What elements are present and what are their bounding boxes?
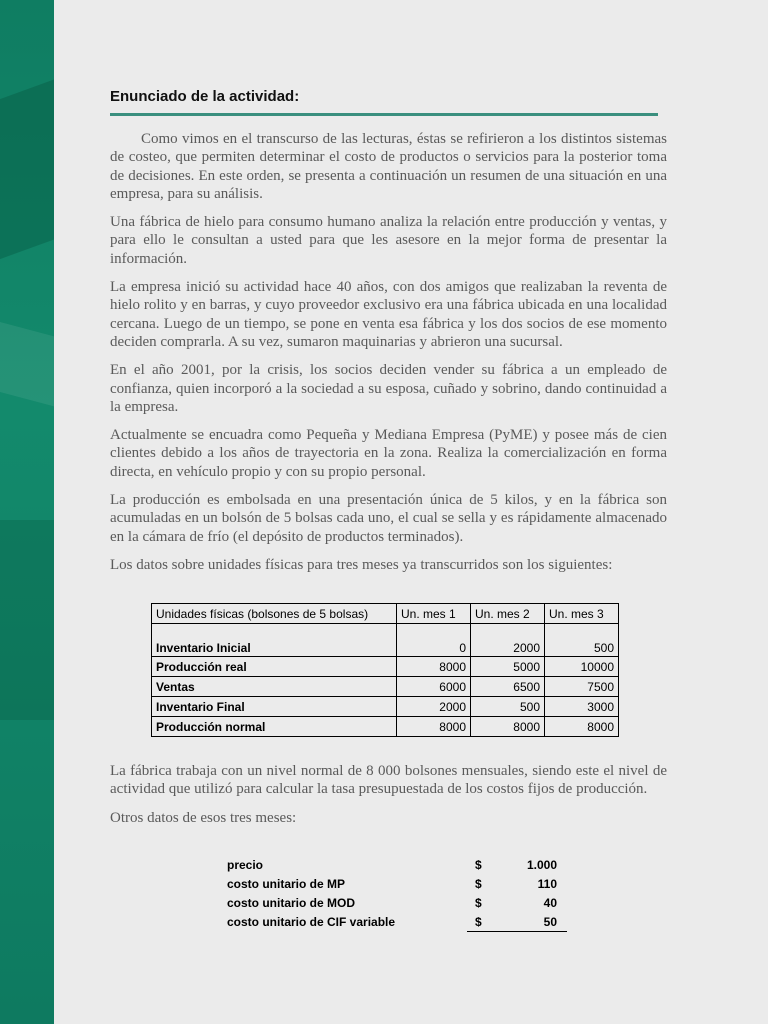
table-row	[152, 624, 619, 657]
cost-value: 1.000	[526, 857, 557, 872]
table-row	[152, 677, 619, 697]
cost-label: costo unitario de CIF variable	[227, 914, 396, 929]
column-header: Unidades físicas (bolsones de 5 bolsas)	[152, 604, 397, 624]
table-row	[152, 717, 619, 737]
table-cell: 3000	[545, 697, 619, 717]
table-cell: 8000	[545, 717, 619, 737]
table-cell: 2000	[471, 624, 545, 657]
table-row	[222, 912, 567, 932]
table-row	[222, 855, 567, 874]
table-cell: 500	[471, 697, 545, 717]
table-row	[152, 697, 619, 717]
table-header-row	[152, 604, 619, 624]
table-cell: 500	[545, 624, 619, 657]
table-cell: 6500	[471, 677, 545, 697]
table-row	[222, 874, 567, 893]
table-row	[152, 657, 619, 677]
cost-label: costo unitario de MP	[227, 876, 346, 891]
document-body	[110, 88, 667, 584]
row-label: Inventario Final	[152, 697, 397, 717]
table-cell: 10000	[545, 657, 619, 677]
currency-symbol: $	[475, 876, 482, 891]
paragraph: La producción es embolsada en una presentación única de 5 kilos, y en la fábrica son acumuladas en un bolsón de 5 bolsas cada uno, el cual se sella y es rápidamente almacenado en la cámara de frío (el depósito de productos terminados).	[110, 492, 667, 545]
table-row	[222, 893, 567, 912]
table-cell: 8000	[397, 657, 471, 677]
other-costs-table	[222, 855, 567, 932]
paragraph: La empresa inició su actividad hace 40 años, con dos amigos que realizaban la reventa de hielo rolito y en barras, y cuyo proveedor exclusivo era una fábrica ubicada en una localidad cercana. Luego de un tiempo, se pone en venta esa fábrica y los dos socios de ese momento deciden comprarla. A su vez, sumaron maquinarias y abrieron una sucursal.	[110, 279, 667, 350]
row-label: Producción real	[152, 657, 397, 677]
decorative-sidebar	[0, 0, 54, 1024]
table-cell: 8000	[471, 717, 545, 737]
table-cell: 2000	[397, 697, 471, 717]
paragraph: Como vimos en el transcurso de las lecturas, éstas se refirieron a los distintos sistemas de costeo, que permiten determinar el costo de productos o servicios para la posterior toma de decisiones. En este orden, se presenta a continuación un resumen de una situación en una empresa, para su análisis.	[110, 131, 667, 202]
paragraph: En el año 2001, por la crisis, los socios deciden vender su fábrica a un empleado de confianza, quien incorporó a la sociedad a su esposa, cuñado y sobrino, dando continuidad a la empresa.	[110, 362, 667, 415]
paragraph: Actualmente se encuadra como Pequeña y Mediana Empresa (PyME) y posee más de cien clientes debido a los años de trayectoria en la zona. Realiza la comercialización en forma directa, en vehículo propio y con su propio personal.	[110, 427, 667, 480]
column-header: Un. mes 2	[471, 604, 545, 624]
cost-label: costo unitario de MOD	[227, 895, 356, 910]
paragraph: Los datos sobre unidades físicas para tres meses ya transcurridos son los siguientes:	[110, 556, 613, 573]
paragraph: La fábrica trabaja con un nivel normal de 8 000 bolsones mensuales, siendo este el nivel de actividad que utilizó para calcular la tasa presupuestada de los costos fijos de producción.	[110, 763, 667, 798]
document-body-continued	[110, 762, 667, 837]
cost-value: 110	[537, 876, 557, 891]
physical-units-table	[151, 603, 619, 737]
cost-value: 40	[543, 895, 557, 910]
currency-symbol: $	[475, 857, 482, 872]
paragraph: Una fábrica de hielo para consumo humano analiza la relación entre producción y ventas, y para ello le consultan a usted para que les asesore en la mejor forma de presentar la información.	[110, 214, 667, 267]
table-cell: 5000	[471, 657, 545, 677]
table-cell: 8000	[397, 717, 471, 737]
currency-symbol: $	[467, 912, 505, 932]
table-cell: 0	[397, 624, 471, 657]
row-label: Inventario Inicial	[152, 624, 397, 657]
row-label: Producción normal	[152, 717, 397, 737]
paragraph: Otros datos de esos tres meses:	[110, 809, 297, 826]
cost-label: precio	[227, 857, 264, 872]
column-header: Un. mes 3	[545, 604, 619, 624]
page-heading: Enunciado de la actividad:	[110, 88, 658, 116]
currency-symbol: $	[475, 895, 482, 910]
cost-value: 50	[505, 912, 567, 932]
table-cell: 6000	[397, 677, 471, 697]
column-header: Un. mes 1	[397, 604, 471, 624]
row-label: Ventas	[152, 677, 397, 697]
table-cell: 7500	[545, 677, 619, 697]
